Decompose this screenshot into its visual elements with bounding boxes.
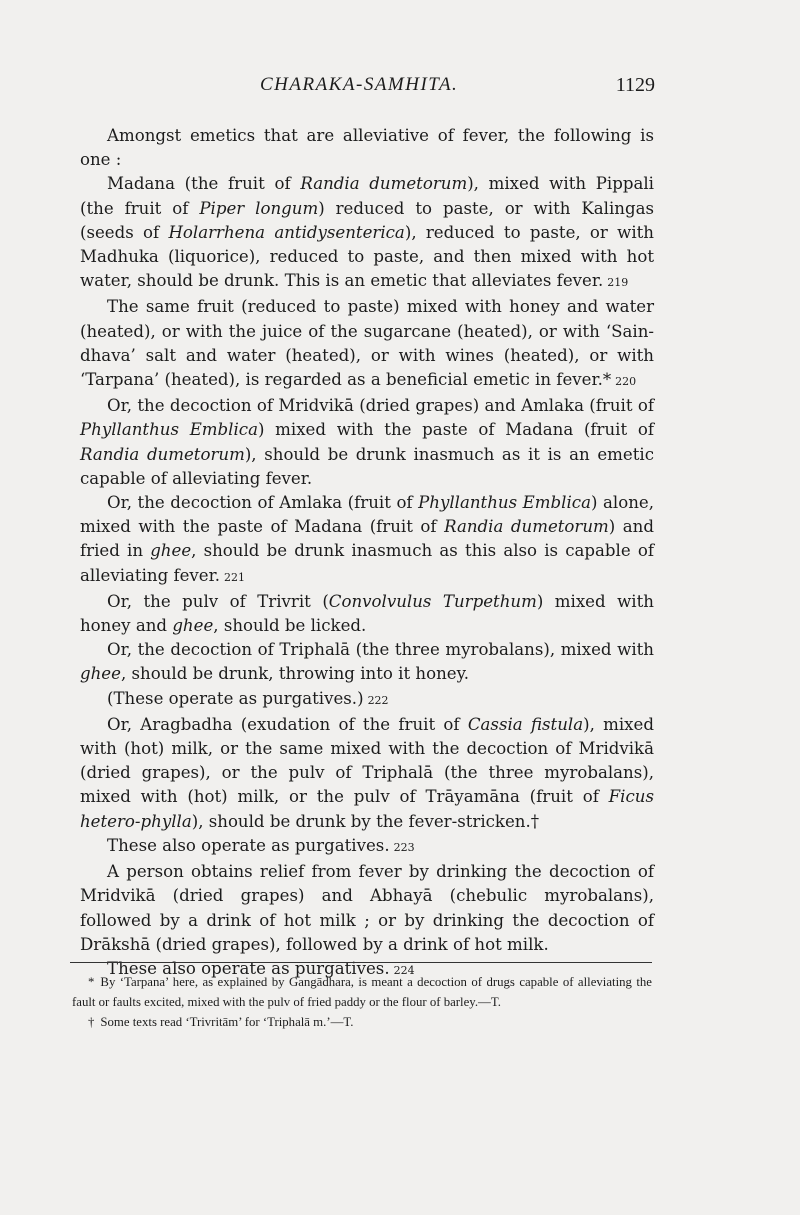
page-number: 1129 [615, 74, 655, 96]
italic-term: Randia dumetorum [80, 444, 245, 464]
paragraph [80, 491, 654, 590]
text-run: ) alone, mixed with the paste of Madana (fruit of [80, 493, 654, 537]
italic-term: Piper longum [199, 198, 319, 218]
main-text [80, 124, 654, 983]
text-run: ), should be drunk by the fever-stricken.† [191, 811, 540, 831]
text-run: ) and fried in [80, 517, 654, 561]
footnote [72, 972, 652, 1012]
italic-term: Convolvulus Turpethum [328, 591, 537, 611]
paragraph [80, 124, 654, 172]
text-run: ) mixed with the paste of Madana (fruit of [257, 420, 654, 440]
italic-term: ghee [80, 664, 121, 684]
verse-number: 222 [367, 693, 389, 707]
text-run: Or, the decoction of Mridvikā (dried grapes) and Amlaka (fruit of [107, 396, 654, 416]
italic-term: Holarrhena antidysenterica [168, 222, 405, 242]
text-run: Or, the decoction of Amlaka (fruit of [107, 493, 419, 513]
footnote-text: Some texts read ‘Trivritām’ for ‘Triphalā m.’—T. [100, 1015, 354, 1029]
italic-term: ghee [172, 616, 214, 636]
paragraph [80, 713, 654, 834]
text-run: The same fruit (reduced to paste) mixed with honey and water (heated), or with the juice of the sugarcane (heated), or with ‘Sain-dhava’ salt and water (heated), or with wines (heated), or with ‘Tarpana’ (heated), is regarded as a beneficial emetic in fever.* [80, 297, 654, 390]
text-run: Amongst emetics that are alleviative of fever, the following is one : [80, 126, 654, 170]
text-run: ), mixed with (hot) milk, or the same mixed with the decoction of Mridvikā (dried grapes), or the pulv of Triphalā (the three myrobalans), mixed with (hot) milk, or the pulv of Trāyamāna (fruit of [80, 714, 654, 807]
text-run: These also operate as purgatives. [107, 958, 390, 978]
text-run: ), should be drunk inasmuch as it is an emetic capable of alleviating fever. [80, 444, 654, 488]
paragraph [80, 687, 654, 713]
footnote-text: By ‘Tarpana’ here, as explained by Gangādhara, is meant a decoction of drugs capable of alleviating the fault or faults excited, mixed with the pulv of fried paddy or the flour of barley.—T. [72, 975, 652, 1009]
italic-term: Phyllanthus Emblica [418, 493, 591, 513]
footnote [72, 1012, 652, 1032]
text-run: Madana (the fruit of [107, 174, 301, 194]
text-run: ), reduced to paste, or with Madhuka (liquorice), reduced to paste, and then mixed with hot water, should be drunk. This is an emetic that alleviates fever. [80, 222, 654, 291]
paragraph [80, 394, 654, 491]
italic-term: ghee [150, 541, 192, 561]
italic-term: Cassia fistula [467, 714, 584, 734]
paragraph [80, 860, 654, 957]
italic-term: Ficus hetero-phylla [80, 787, 654, 831]
footnote-mark: † [88, 1015, 95, 1029]
text-run: (These operate as purgatives.) [107, 688, 364, 708]
footnote-mark: * [88, 975, 95, 989]
verse-number: 223 [393, 840, 415, 854]
paragraph [80, 172, 654, 295]
text-run: These also operate as purgatives. [107, 835, 390, 855]
text-run: , should be licked. [213, 616, 367, 636]
page-header [250, 74, 670, 102]
italic-term: Randia dumetorum [444, 517, 609, 537]
running-title: CHARAKA-SAMHITA. [260, 74, 459, 95]
text-run: , should be drunk, throwing into it honey. [120, 664, 470, 684]
text-run: Or, Aragbadha (exudation of the fruit of [107, 714, 468, 734]
paragraph [80, 590, 654, 638]
italic-term: Randia dumetorum [300, 174, 468, 194]
verse-number: 221 [224, 570, 246, 584]
text-run: ), mixed with Pippali (the fruit of [80, 174, 654, 218]
text-run: ) mixed with honey and [80, 591, 654, 636]
verse-number: 224 [393, 963, 415, 977]
text-run: Or, the pulv of Trivrit ( [107, 591, 329, 611]
paragraph [80, 834, 654, 860]
text-run: ) reduced to paste, or with Kalingas (seeds of [80, 198, 654, 242]
footnote-divider [70, 962, 652, 963]
footnotes [72, 972, 652, 1032]
paragraph [80, 295, 654, 394]
text-run: , should be drunk inasmuch as this also is capable of alleviating fever. [80, 541, 654, 585]
verse-number: 219 [607, 276, 629, 290]
text-run: Or, the decoction of Triphalā (the three myrobalans), mixed with [107, 640, 654, 660]
text-run: A person obtains relief from fever by drinking the decoction of Mridvikā (dried grapes) and Abhayā (chebulic myrobalans), followed by a drink of hot milk ; or by drinking the decoction of Drākshā (dried grapes), followed by a drink of hot milk. [80, 862, 654, 954]
verse-number: 220 [615, 375, 637, 389]
italic-term: Phyllanthus Emblica [80, 420, 258, 440]
paragraph [80, 638, 654, 686]
